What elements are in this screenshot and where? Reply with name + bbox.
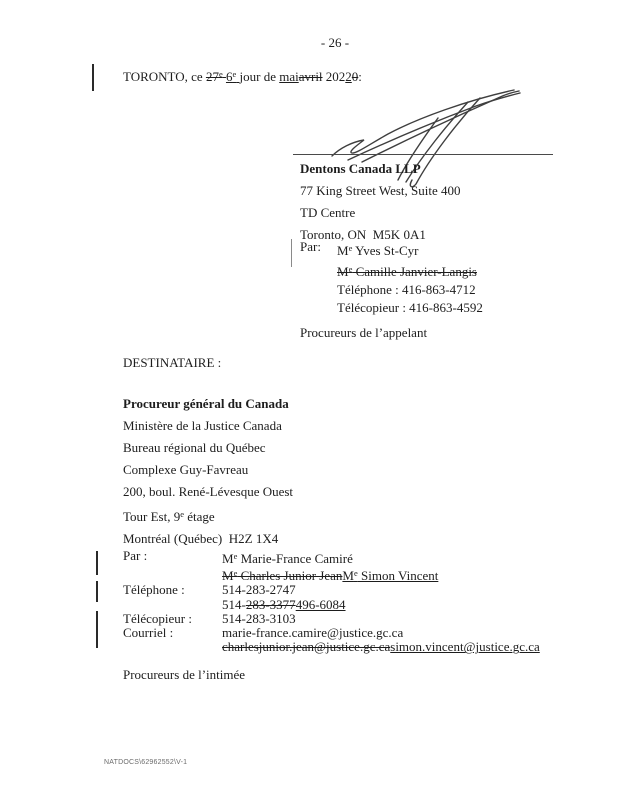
- firm-name: Dentons Canada LLP: [300, 161, 421, 176]
- deleted-year-digit: 0: [351, 69, 359, 84]
- recipient-address-line: [123, 503, 293, 528]
- contact-label: [123, 566, 222, 583]
- recipient-address-block: [123, 393, 293, 550]
- inserted-day-number: 6: [225, 69, 233, 84]
- recipient-heading: DESTINATAIRE :: [123, 355, 222, 370]
- contact-row: [123, 583, 540, 597]
- contact-value: [222, 598, 346, 612]
- date-year-head: 202: [322, 69, 346, 84]
- contact-value: 514-283-3103: [222, 610, 296, 626]
- recipient-name: Procureur général du Canada: [123, 396, 289, 411]
- counsel-deleted-name: [337, 260, 483, 281]
- contact-name-rest: Marie-France Camiré: [237, 551, 353, 566]
- inserted-day: [226, 69, 240, 84]
- email-deleted: charlesjunior.jean@justice.gc.ca: [222, 639, 391, 655]
- appellant-role: Procureurs de l’appelant: [300, 325, 428, 340]
- deleted-me: M: [222, 568, 234, 584]
- counsel-deleted-me: M: [337, 264, 349, 279]
- email-inserted: simon.vincent@justice.gc.ca: [390, 639, 540, 655]
- contact-name-me-sup: e: [233, 551, 238, 561]
- contact-row: [123, 626, 540, 640]
- contact-inserted-name: [342, 568, 438, 583]
- inserted-year-digit: 2: [345, 69, 352, 84]
- contact-row: [123, 566, 540, 583]
- counsel-name-me-sup: e: [348, 243, 353, 253]
- recipient-floor-prefix: Tour Est, 9: [123, 509, 181, 524]
- deleted-rest: Charles Junior Jean: [237, 568, 343, 584]
- contact-value: 514-283-2747: [222, 582, 296, 598]
- counsel-fax: Télécopieur : 416-863-4592: [337, 300, 483, 315]
- recipient-floor-suffix: étage: [184, 509, 215, 524]
- revision-bar: [291, 239, 292, 267]
- contact-label: Télécopieur :: [123, 610, 192, 626]
- contact-label: [123, 598, 222, 612]
- counsel-deleted-rest: Camille Janvier-Langis: [352, 264, 477, 279]
- revision-bar: [96, 551, 98, 575]
- inserted-rest: Simon Vincent: [357, 568, 439, 584]
- counsel-name-rest: Yves St-Cyr: [352, 243, 419, 258]
- par-label: Par:: [300, 239, 321, 254]
- firm-address-line: Toronto, ON M5K 0A1: [300, 227, 426, 242]
- inserted-me-sup: e: [353, 568, 358, 579]
- recipient-address-line: Ministère de la Justice Canada: [123, 418, 282, 433]
- recipient-contact-block: [123, 549, 540, 654]
- contact-label: Courriel :: [123, 625, 174, 641]
- counsel-name-me: M: [337, 243, 349, 258]
- date-jour: jour de: [239, 69, 280, 84]
- recipient-address-line: 200, boul. René-Lévesque Ouest: [123, 484, 294, 499]
- contact-row: [123, 640, 540, 654]
- deleted-me-sup: e: [233, 568, 238, 579]
- contact-value: marie-france.camire@justice.gc.ca: [222, 625, 404, 641]
- firm-address-line: 77 King Street West, Suite 400: [300, 183, 461, 198]
- recipient-floor-ordinal: e: [180, 509, 185, 519]
- contact-label: Téléphone :: [123, 582, 185, 598]
- contact-deleted-name: [222, 568, 342, 583]
- revision-bar: [92, 64, 94, 91]
- inserted-me: M: [342, 568, 354, 584]
- deleted-day: [206, 69, 226, 84]
- inserted-day-ordinal: e: [232, 69, 237, 79]
- counsel-deleted-me-sup: e: [348, 264, 353, 274]
- contact-value: [222, 566, 438, 583]
- phone2-deleted: 283-3377: [245, 596, 296, 612]
- doc-id-footer: NATDOCS\62962552\V-1: [104, 759, 188, 766]
- recipient-address-line: Montréal (Québec) H2Z 1X4: [123, 531, 279, 546]
- contact-label: [123, 640, 222, 654]
- revision-bar: [96, 581, 98, 602]
- page-number: - 26 -: [320, 35, 350, 50]
- deleted-month: avril: [298, 69, 323, 84]
- law-firm-block: [300, 158, 460, 246]
- revision-bar: [96, 611, 98, 648]
- respondent-role: Procureurs de l’intimée: [123, 667, 246, 682]
- inserted-month: mai: [279, 69, 299, 84]
- counsel-name: [337, 239, 483, 260]
- contact-value: [222, 549, 353, 566]
- recipient-address-line: Complexe Guy-Favreau: [123, 462, 249, 477]
- contact-label: Par :: [123, 548, 148, 563]
- contact-value: [222, 640, 540, 654]
- date-colon: :: [358, 69, 362, 84]
- recipient-address-line: Bureau régional du Québec: [123, 440, 266, 455]
- phone2-inserted: 496-6084: [295, 596, 346, 612]
- date-prefix: TORONTO, ce: [123, 69, 206, 84]
- appellant-counsel-block: [300, 239, 483, 317]
- signature-line: [293, 154, 553, 155]
- deleted-day-ordinal: e: [218, 69, 223, 79]
- phone2-prefix: 514-: [222, 596, 246, 612]
- deleted-day-number: 27: [205, 69, 219, 84]
- contact-row: [123, 549, 540, 566]
- date-line: [123, 69, 362, 85]
- contact-row: [123, 612, 540, 626]
- firm-address-line: TD Centre: [300, 205, 356, 220]
- contact-name-me: M: [222, 551, 234, 566]
- contact-row: [123, 598, 540, 612]
- counsel-phone: Téléphone : 416-863-4712: [337, 282, 476, 297]
